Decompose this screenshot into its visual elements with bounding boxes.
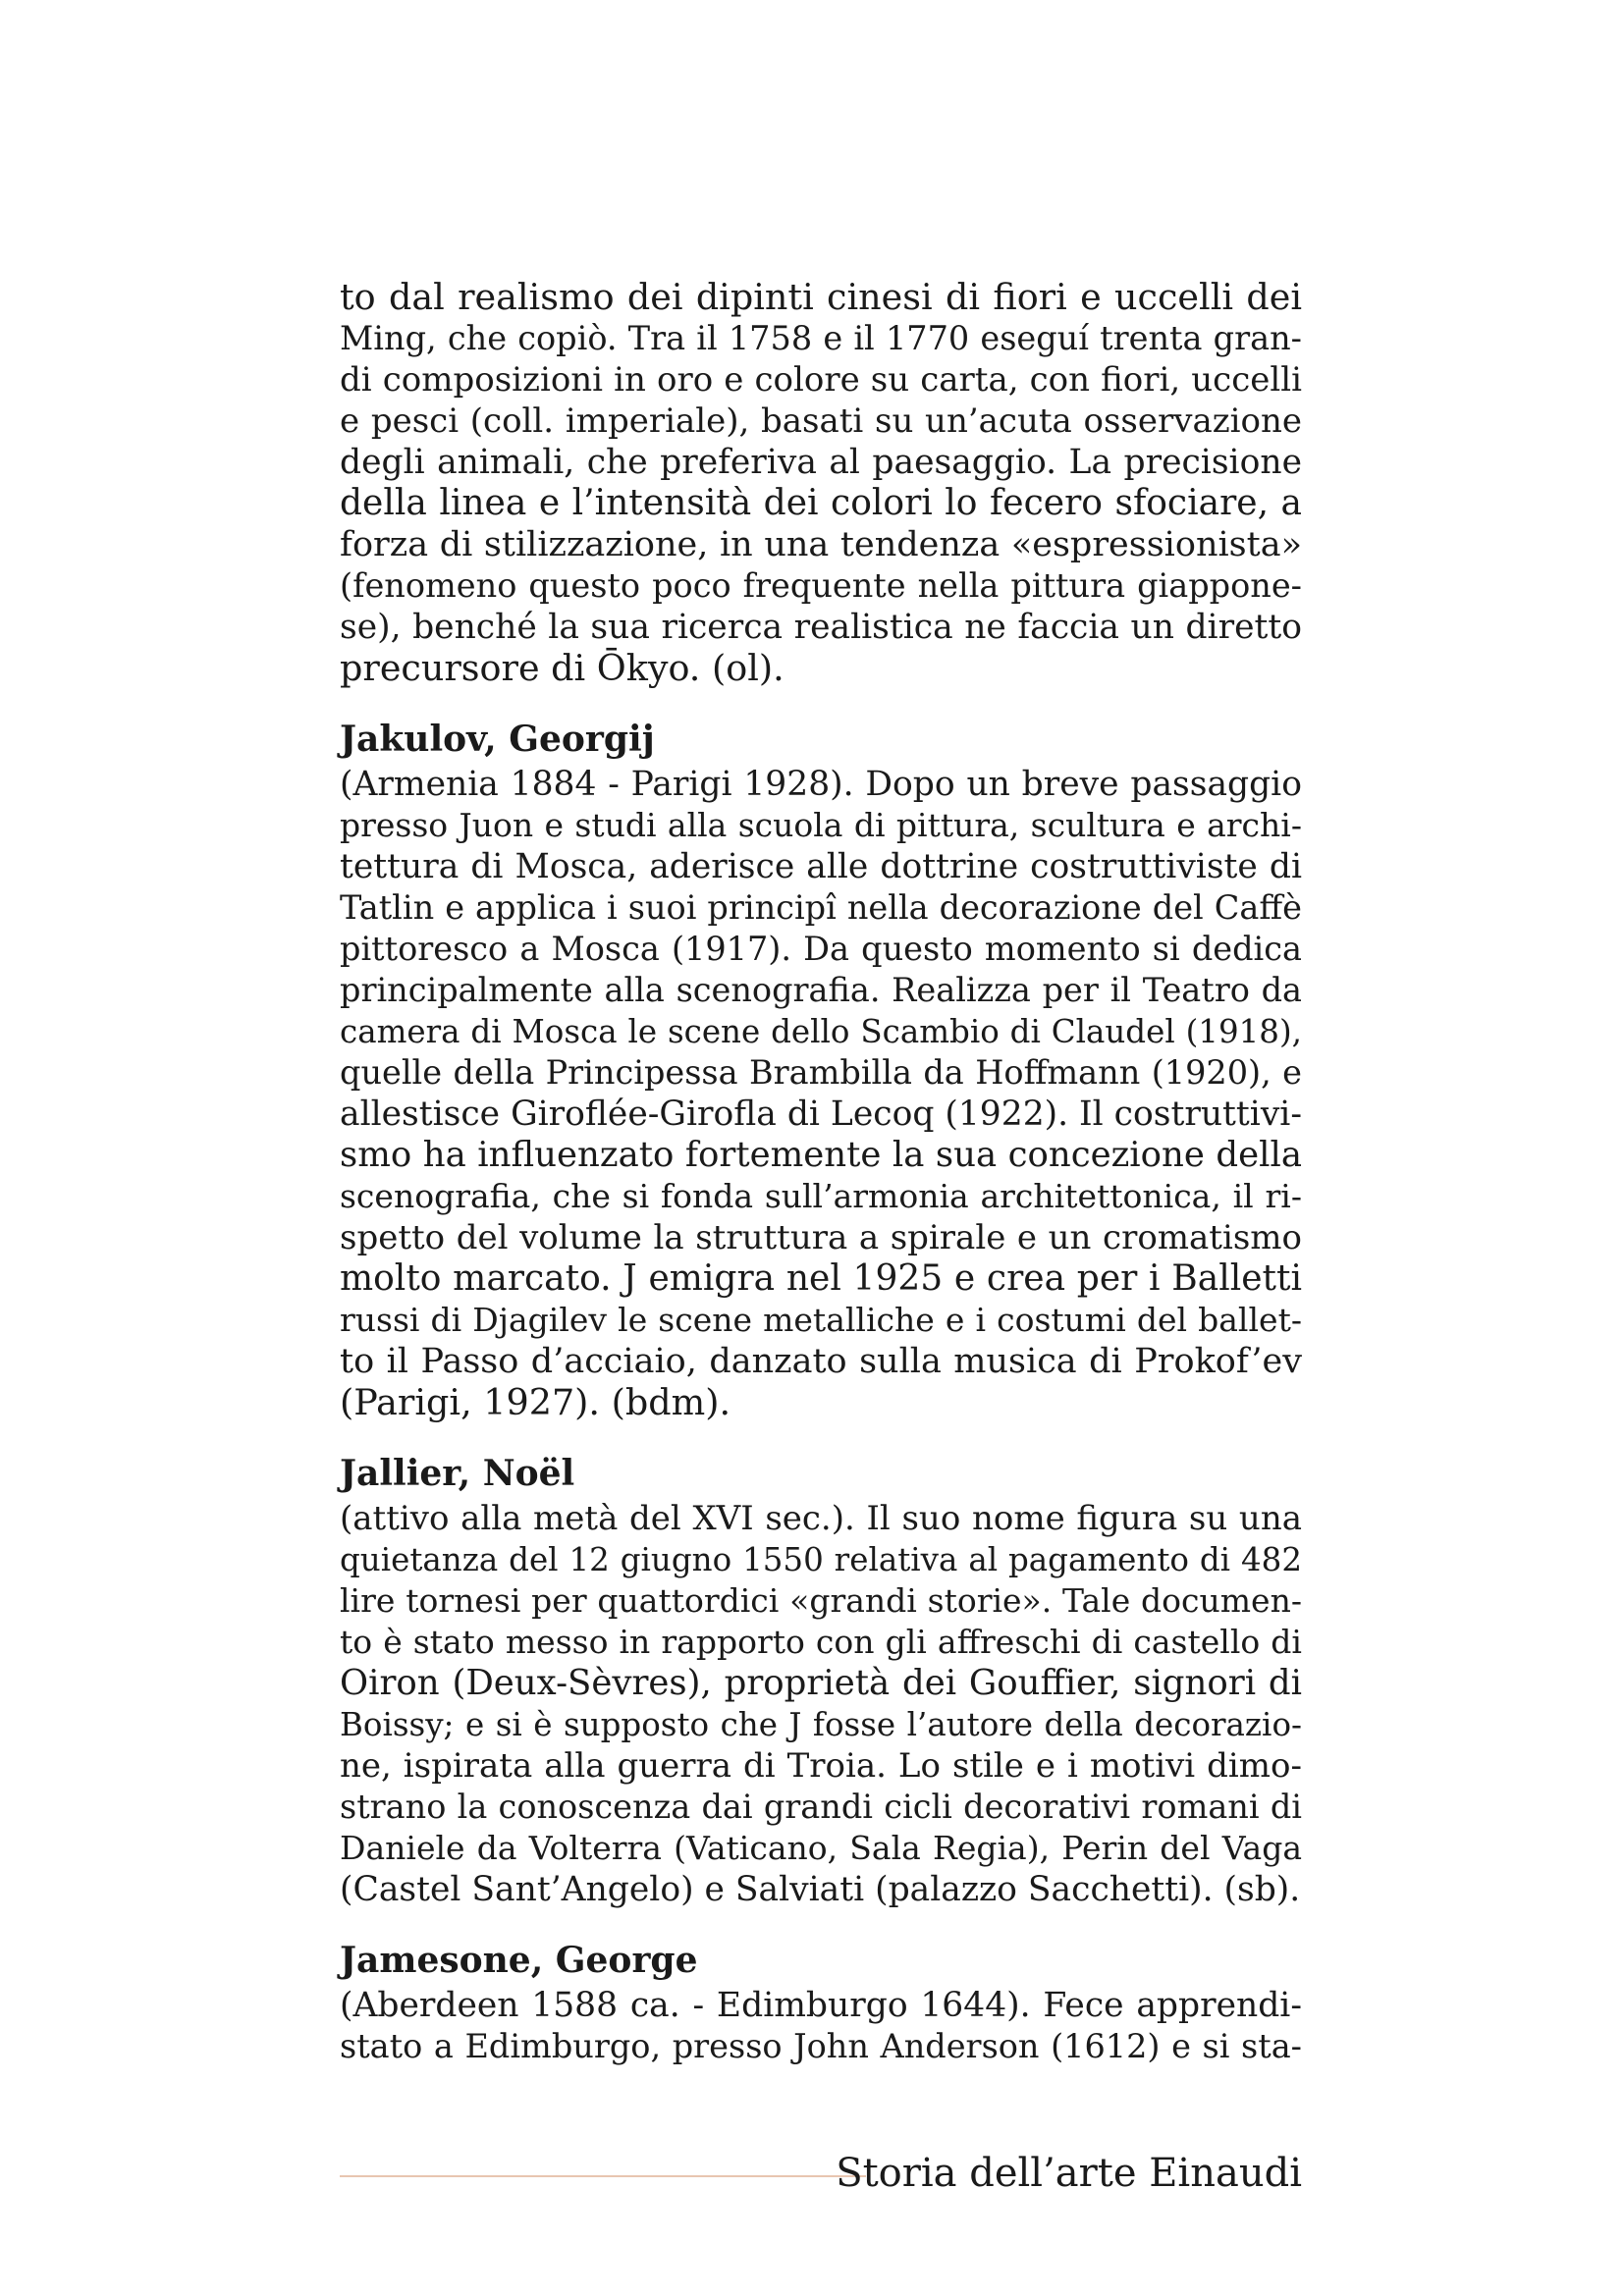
text-line: to il Passo d’acciaio, danzato sulla musica di Prokof’ev	[340, 1342, 1302, 1381]
text-line: (Parigi, 1927). (bdm).	[340, 1381, 731, 1423]
text-line: della linea e l’intensità dei colori lo fecero sfociare, a	[340, 483, 1302, 523]
text-line: (Castel Sant’Angelo) e Salviati (palazzo Sacchetti). (sb).	[340, 1870, 1301, 1909]
text-line: principalmente alla scenografia. Realizza per il Teatro da	[340, 971, 1302, 1009]
text-line: Oiron (Deux-Sèvres), proprietà dei Gouffier, signori di	[340, 1663, 1302, 1703]
text-line: quelle della Principessa Brambilla da Hoffmann (1920), e	[340, 1053, 1302, 1092]
text-line: stato a Edimburgo, presso John Anderson (1612) e si sta-	[340, 2027, 1302, 2065]
footer-title: Storia dell’arte Einaudi	[836, 2151, 1302, 2196]
text-line: presso Juon e studi alla scuola di pittura, scultura e archi-	[340, 806, 1302, 844]
entry-heading: Jallier, Noël	[340, 1453, 575, 1494]
text-line: se), benché la sua ricerca realistica ne faccia un diretto	[340, 608, 1302, 647]
text-line: russi di Djagilev le scene metalliche e i costumi del ballet-	[340, 1301, 1302, 1339]
entry-heading: Jakulov, Georgij	[340, 719, 655, 760]
text-line: (attivo alla metà del XVI sec.). Il suo nome figura su una	[340, 1499, 1302, 1538]
text-line: (fenomeno questo poco frequente nella pittura giappone-	[340, 566, 1302, 605]
text-line: Daniele da Volterra (Vaticano, Sala Regia), Perin del Vaga	[340, 1829, 1302, 1867]
text-line: forza di stilizzazione, in una tendenza «espressionista»	[340, 525, 1302, 564]
text-line: camera di Mosca le scene dello Scambio di Claudel (1918),	[340, 1013, 1302, 1050]
text-line: to dal realismo dei dipinti cinesi di fiori e uccelli dei	[340, 276, 1302, 318]
text-line: (Aberdeen 1588 ca. - Edimburgo 1644). Fece apprendi-	[340, 1986, 1302, 2025]
text-line: Ming, che copiò. Tra il 1758 e il 1770 eseguí trenta gran-	[340, 319, 1302, 357]
footer-divider	[340, 2175, 866, 2177]
intro-paragraph	[340, 277, 1302, 689]
text-line: strano la conoscenza dai grandi cicli decorativi romani di	[340, 1788, 1302, 1826]
text-line: precursore di Ōkyo. (ol).	[340, 647, 784, 689]
text-line: Boissy; e si è supposto che J fosse l’autore della decorazio-	[340, 1706, 1302, 1743]
text-line: e pesci (coll. imperiale), basati su un’acuta osservazione	[340, 401, 1302, 441]
entry-heading: Jamesone, George	[340, 1940, 698, 1981]
text-line: degli animali, che preferiva al paesaggio. La precisione	[340, 443, 1302, 482]
text-line: ne, ispirata alla guerra di Troia. Lo stile e i motivi dimo-	[340, 1746, 1302, 1786]
text-line: scenografia, che si fonda sull’armonia architettonica, il ri-	[340, 1177, 1302, 1215]
text-line: tettura di Mosca, aderisce alle dottrine costruttiviste di	[340, 847, 1302, 886]
entry-jamesone	[340, 1939, 1302, 2067]
text-line: di composizioni in oro e colore su carta, con fiori, uccelli	[340, 360, 1302, 400]
text-line: (Armenia 1884 - Parigi 1928). Dopo un breve passaggio	[340, 765, 1302, 804]
text-column	[340, 277, 1302, 2067]
text-line: smo ha influenzato fortemente la sua concezione della	[340, 1135, 1302, 1175]
text-line: Tatlin e applica i suoi principî nella decorazione del Caffè	[340, 888, 1302, 927]
text-line: molto marcato. J emigra nel 1925 e crea per i Balletti	[340, 1258, 1302, 1299]
text-line: allestisce Giroflée-Girofla di Lecoq (1922). Il costruttivi-	[340, 1095, 1302, 1134]
entry-jakulov	[340, 718, 1302, 1423]
entry-jallier	[340, 1452, 1302, 1910]
text-line: pittoresco a Mosca (1917). Da questo momento si dedica	[340, 930, 1302, 968]
text-line: spetto del volume la struttura a spirale e un cromatismo	[340, 1218, 1302, 1257]
text-line: to è stato messo in rapporto con gli affreschi di castello di	[340, 1623, 1302, 1661]
text-line: quietanza del 12 giugno 1550 relativa al pagamento di 482	[340, 1541, 1302, 1578]
text-line: lire tornesi per quattordici «grandi storie». Tale documen-	[340, 1581, 1302, 1620]
